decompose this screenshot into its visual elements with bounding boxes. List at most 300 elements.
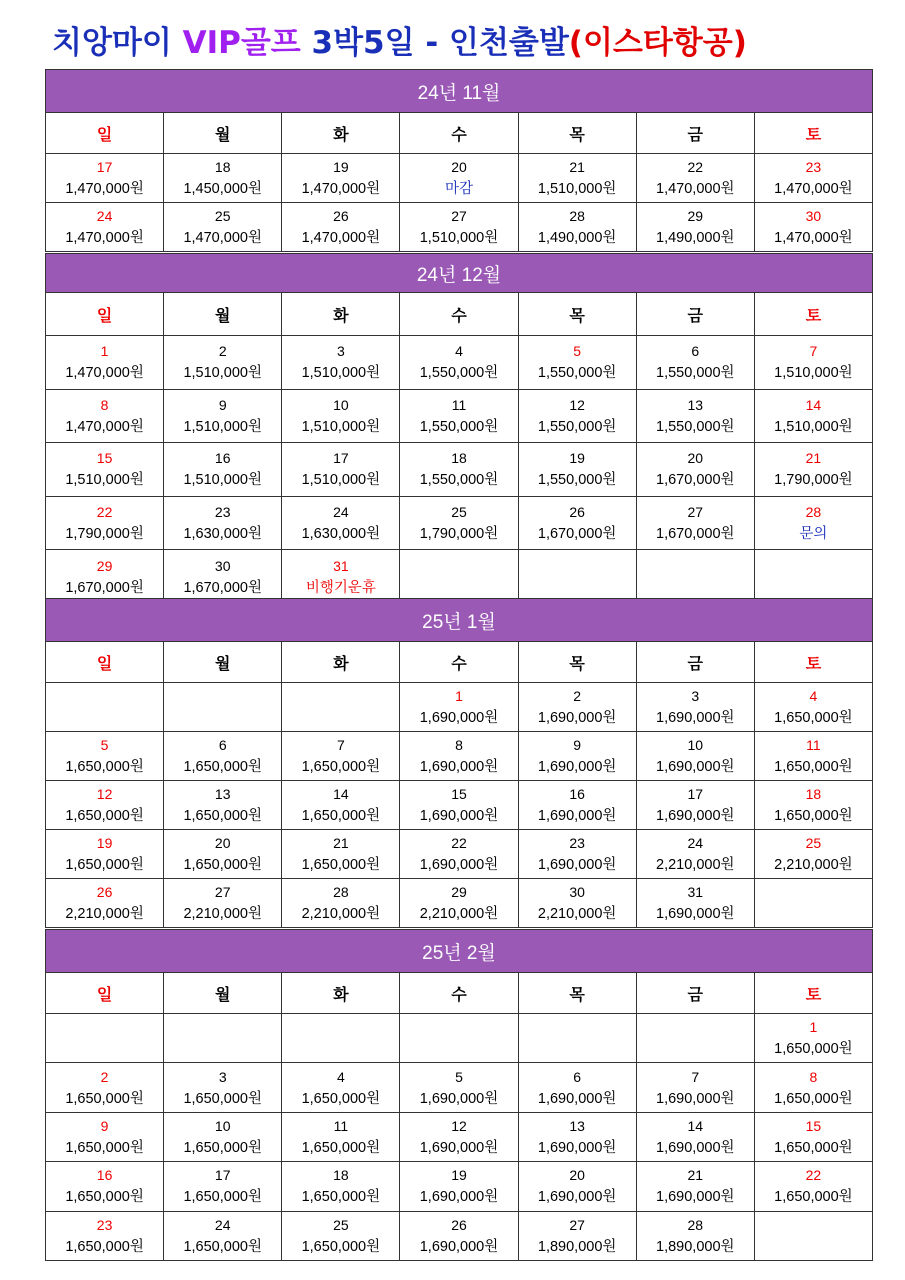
day-number: 16 xyxy=(96,1167,113,1184)
day-price: 2,210,000원 xyxy=(65,906,144,922)
day-price: 1,670,000원 xyxy=(537,526,617,543)
day-cell[interactable] xyxy=(282,203,400,252)
day-number: 31 xyxy=(333,557,349,574)
weekday-header: 토 xyxy=(754,113,872,154)
day-price: 1,650,000원 xyxy=(774,1139,853,1156)
day-price: 1,510,000원 xyxy=(301,418,381,435)
day-price: 1,510,000원 xyxy=(301,365,381,382)
day-number: 6 xyxy=(218,737,227,753)
day-cell[interactable] xyxy=(46,336,164,390)
day-price: 1,550,000원 xyxy=(537,365,617,382)
month-header: 24년 11월 xyxy=(46,70,873,113)
day-cell[interactable] xyxy=(282,336,400,390)
day-cell[interactable] xyxy=(400,830,518,879)
day-cell[interactable] xyxy=(46,1211,164,1260)
day-price: 1,650,000원 xyxy=(65,1238,144,1255)
day-cell[interactable] xyxy=(282,1162,400,1211)
weekday-header: 화 xyxy=(282,113,400,154)
day-price: 1,650,000원 xyxy=(301,1139,381,1156)
day-number: 1 xyxy=(100,343,109,360)
day-number: 18 xyxy=(805,786,822,802)
day-cell[interactable] xyxy=(164,1112,282,1161)
day-cell[interactable] xyxy=(164,732,282,781)
day-cell[interactable] xyxy=(400,1162,518,1211)
day-number: 15 xyxy=(805,1117,822,1134)
day-cell[interactable] xyxy=(518,443,636,497)
day-number: 12 xyxy=(451,1117,467,1134)
weekday-header: 금 xyxy=(636,642,754,683)
day-price: 1,670,000원 xyxy=(656,526,735,543)
day-cell[interactable] xyxy=(46,781,164,830)
day-cell[interactable] xyxy=(636,781,754,830)
day-cell[interactable] xyxy=(46,732,164,781)
weekday-header: 목 xyxy=(518,973,636,1014)
day-note: 마감 xyxy=(444,181,473,197)
day-cell[interactable] xyxy=(636,496,754,550)
day-number: 28 xyxy=(805,504,822,521)
day-price: 1,470,000원 xyxy=(774,230,853,246)
day-cell xyxy=(636,550,754,604)
day-price: 1,670,000원 xyxy=(65,579,144,596)
day-price: 1,650,000원 xyxy=(774,808,853,824)
day-cell[interactable] xyxy=(400,1063,518,1112)
day-cell[interactable] xyxy=(282,879,400,928)
month-calendar xyxy=(45,598,873,928)
day-cell[interactable] xyxy=(46,1162,164,1211)
day-price: 1,670,000원 xyxy=(656,472,735,489)
day-number: 6 xyxy=(573,1068,582,1085)
day-cell[interactable] xyxy=(164,1063,282,1112)
day-number: 10 xyxy=(214,1117,231,1134)
day-price: 1,890,000원 xyxy=(656,1238,735,1255)
day-price: 1,650,000원 xyxy=(65,759,144,775)
day-number: 14 xyxy=(333,786,349,802)
week-row xyxy=(46,1063,873,1112)
day-number: 8 xyxy=(100,396,109,413)
day-number: 11 xyxy=(806,737,821,753)
day-cell[interactable] xyxy=(636,732,754,781)
day-number: 30 xyxy=(805,208,822,224)
day-cell[interactable] xyxy=(46,389,164,443)
day-price: 1,690,000원 xyxy=(537,710,617,726)
day-cell[interactable] xyxy=(400,1211,518,1260)
day-price: 1,510,000원 xyxy=(774,365,853,382)
day-cell[interactable] xyxy=(282,443,400,497)
day-cell[interactable] xyxy=(282,781,400,830)
day-price: 1,650,000원 xyxy=(774,1090,853,1107)
day-cell[interactable] xyxy=(400,203,518,252)
day-cell[interactable] xyxy=(164,496,282,550)
day-cell xyxy=(282,683,400,732)
day-number: 21 xyxy=(805,450,822,467)
day-cell[interactable] xyxy=(518,781,636,830)
day-cell[interactable] xyxy=(754,336,872,390)
day-number: 5 xyxy=(455,1068,463,1085)
day-price: 2,210,000원 xyxy=(419,906,499,922)
day-price: 1,690,000원 xyxy=(419,1090,499,1107)
day-number: 16 xyxy=(214,450,231,467)
day-cell[interactable] xyxy=(46,830,164,879)
day-number: 15 xyxy=(96,450,113,467)
week-row xyxy=(46,732,873,781)
weekday-header: 수 xyxy=(400,113,518,154)
day-cell[interactable] xyxy=(46,1063,164,1112)
day-cell xyxy=(518,550,636,604)
day-cell[interactable] xyxy=(164,781,282,830)
day-number: 19 xyxy=(451,1167,467,1184)
day-number: 20 xyxy=(687,450,704,467)
day-price: 1,670,000원 xyxy=(183,579,262,596)
day-cell[interactable] xyxy=(164,443,282,497)
month-header: 24년 12월 xyxy=(46,254,873,293)
day-cell xyxy=(754,550,872,604)
day-number: 10 xyxy=(333,396,349,413)
day-number: 13 xyxy=(569,1117,585,1134)
day-cell[interactable] xyxy=(754,1112,872,1161)
week-row xyxy=(46,683,873,732)
day-price: 1,550,000원 xyxy=(537,418,617,435)
title-part-4: (이스타항공) xyxy=(568,25,747,61)
day-cell xyxy=(518,1014,636,1063)
day-price: 2,210,000원 xyxy=(301,906,381,922)
day-cell[interactable] xyxy=(282,732,400,781)
day-price: 1,790,000원 xyxy=(774,472,853,489)
week-row xyxy=(46,879,873,928)
day-cell[interactable] xyxy=(46,879,164,928)
day-number: 12 xyxy=(96,786,113,802)
day-number: 7 xyxy=(336,737,345,753)
weekday-header: 화 xyxy=(282,293,400,336)
day-number: 29 xyxy=(451,884,467,900)
day-price: 1,510,000원 xyxy=(65,472,144,489)
day-cell[interactable] xyxy=(400,1112,518,1161)
week-row xyxy=(46,154,873,203)
day-number: 30 xyxy=(569,884,585,900)
day-number: 2 xyxy=(100,1068,109,1085)
day-price: 1,550,000원 xyxy=(656,418,735,435)
day-price: 1,690,000원 xyxy=(656,808,735,824)
day-cell xyxy=(636,1014,754,1063)
day-number: 17 xyxy=(214,1167,231,1184)
day-cell xyxy=(754,879,872,928)
day-number: 15 xyxy=(451,786,467,802)
day-cell[interactable] xyxy=(754,781,872,830)
day-cell[interactable] xyxy=(518,732,636,781)
day-cell[interactable] xyxy=(46,550,164,604)
day-number: 22 xyxy=(451,835,467,851)
day-price: 1,690,000원 xyxy=(419,759,499,775)
day-number: 28 xyxy=(333,884,349,900)
day-number: 18 xyxy=(333,1167,349,1184)
day-cell[interactable] xyxy=(518,1112,636,1161)
day-price: 1,510,000원 xyxy=(183,472,262,489)
day-cell[interactable] xyxy=(518,830,636,879)
day-number: 4 xyxy=(336,1068,345,1085)
day-price: 1,690,000원 xyxy=(419,1139,499,1156)
day-price: 1,650,000원 xyxy=(774,1189,853,1206)
title-part-2: VIP골프 xyxy=(182,25,312,61)
day-cell[interactable] xyxy=(46,1112,164,1161)
day-cell[interactable] xyxy=(754,683,872,732)
day-cell[interactable] xyxy=(636,879,754,928)
day-cell[interactable] xyxy=(754,732,872,781)
day-number: 5 xyxy=(573,343,582,360)
day-number: 14 xyxy=(805,396,822,413)
day-cell[interactable] xyxy=(400,496,518,550)
weekday-header: 수 xyxy=(400,642,518,683)
day-number: 26 xyxy=(569,504,585,521)
day-cell[interactable] xyxy=(754,830,872,879)
day-number: 27 xyxy=(687,504,704,521)
day-number: 31 xyxy=(687,884,704,900)
day-number: 25 xyxy=(214,208,231,224)
day-cell[interactable] xyxy=(636,203,754,252)
day-cell[interactable] xyxy=(282,1211,400,1260)
day-cell[interactable] xyxy=(518,203,636,252)
day-price: 1,690,000원 xyxy=(656,906,735,922)
day-cell[interactable] xyxy=(400,154,518,203)
day-number: 8 xyxy=(809,1068,818,1085)
day-cell[interactable] xyxy=(282,550,400,604)
day-cell[interactable] xyxy=(754,203,872,252)
day-price: 1,690,000원 xyxy=(419,857,499,873)
day-number: 9 xyxy=(100,1117,109,1134)
day-number: 1 xyxy=(809,1019,818,1036)
day-cell[interactable] xyxy=(636,1211,754,1260)
day-cell xyxy=(46,683,164,732)
weekday-header: 금 xyxy=(636,973,754,1014)
weekday-header: 토 xyxy=(754,293,872,336)
day-number: 18 xyxy=(451,450,467,467)
day-cell[interactable] xyxy=(164,550,282,604)
day-number: 27 xyxy=(451,208,467,224)
day-cell[interactable] xyxy=(164,1211,282,1260)
day-cell[interactable] xyxy=(754,154,872,203)
day-number: 2 xyxy=(573,688,582,704)
day-price: 1,450,000원 xyxy=(183,181,262,197)
weekday-header: 월 xyxy=(164,642,282,683)
week-row xyxy=(46,1112,873,1161)
day-price: 1,650,000원 xyxy=(301,808,381,824)
day-price: 1,550,000원 xyxy=(419,365,499,382)
day-cell[interactable] xyxy=(636,154,754,203)
day-price: 1,510,000원 xyxy=(301,472,381,489)
day-number: 30 xyxy=(214,557,231,574)
day-price: 2,210,000원 xyxy=(774,857,853,873)
day-price: 1,470,000원 xyxy=(301,230,381,246)
day-number: 9 xyxy=(573,737,582,753)
day-price: 1,490,000원 xyxy=(537,230,617,246)
weekday-header: 화 xyxy=(282,642,400,683)
day-number: 17 xyxy=(687,786,704,802)
week-row xyxy=(46,443,873,497)
week-row xyxy=(46,830,873,879)
day-cell[interactable] xyxy=(518,1162,636,1211)
day-cell xyxy=(164,1014,282,1063)
day-cell[interactable] xyxy=(164,154,282,203)
day-cell[interactable] xyxy=(636,1162,754,1211)
day-cell[interactable] xyxy=(518,1063,636,1112)
day-cell[interactable] xyxy=(518,879,636,928)
day-cell[interactable] xyxy=(164,203,282,252)
day-cell[interactable] xyxy=(518,154,636,203)
day-cell[interactable] xyxy=(636,830,754,879)
day-price: 1,630,000원 xyxy=(183,526,262,543)
day-price: 1,690,000원 xyxy=(419,808,499,824)
title-part-1: 치앙마이 xyxy=(52,25,183,61)
day-price: 1,510,000원 xyxy=(774,418,853,435)
day-price: 1,490,000원 xyxy=(656,230,735,246)
day-cell[interactable] xyxy=(164,389,282,443)
day-number: 23 xyxy=(805,159,822,175)
day-price: 1,690,000원 xyxy=(656,1090,735,1107)
day-number: 1 xyxy=(455,688,463,704)
day-number: 23 xyxy=(96,1216,113,1233)
day-number: 6 xyxy=(691,343,700,360)
day-number: 13 xyxy=(687,396,704,413)
month-calendar xyxy=(45,929,873,1261)
day-cell[interactable] xyxy=(636,336,754,390)
day-number: 23 xyxy=(569,835,585,851)
day-price: 1,690,000원 xyxy=(537,857,617,873)
day-cell[interactable] xyxy=(400,683,518,732)
day-price: 1,470,000원 xyxy=(656,181,735,197)
day-cell[interactable] xyxy=(754,1162,872,1211)
day-price: 1,690,000원 xyxy=(656,1189,735,1206)
day-price: 1,690,000원 xyxy=(537,1090,617,1107)
day-cell[interactable] xyxy=(282,389,400,443)
week-row xyxy=(46,1162,873,1211)
day-cell xyxy=(164,683,282,732)
day-cell[interactable] xyxy=(282,496,400,550)
day-cell[interactable] xyxy=(518,1211,636,1260)
day-cell[interactable] xyxy=(46,154,164,203)
day-cell[interactable] xyxy=(400,336,518,390)
day-price: 1,550,000원 xyxy=(537,472,617,489)
day-cell[interactable] xyxy=(518,496,636,550)
day-cell[interactable] xyxy=(754,1063,872,1112)
day-price: 1,650,000원 xyxy=(183,1090,262,1107)
day-number: 19 xyxy=(569,450,585,467)
day-cell[interactable] xyxy=(518,683,636,732)
day-price: 1,690,000원 xyxy=(656,710,735,726)
weekday-header: 목 xyxy=(518,642,636,683)
day-cell[interactable] xyxy=(400,389,518,443)
day-price: 1,650,000원 xyxy=(65,808,144,824)
day-cell[interactable] xyxy=(46,443,164,497)
weekday-header: 수 xyxy=(400,293,518,336)
day-price: 1,690,000원 xyxy=(419,1238,499,1255)
day-price: 1,510,000원 xyxy=(183,365,262,382)
day-cell[interactable] xyxy=(46,496,164,550)
day-cell[interactable] xyxy=(282,1112,400,1161)
day-number: 8 xyxy=(455,737,463,753)
day-cell[interactable] xyxy=(400,879,518,928)
weekday-header: 월 xyxy=(164,973,282,1014)
day-cell[interactable] xyxy=(400,732,518,781)
day-price: 1,890,000원 xyxy=(537,1238,617,1255)
day-number: 17 xyxy=(96,159,113,175)
day-cell[interactable] xyxy=(400,781,518,830)
day-number: 21 xyxy=(569,159,585,175)
day-number: 26 xyxy=(451,1216,467,1233)
day-price: 1,650,000원 xyxy=(774,759,853,775)
day-price: 1,470,000원 xyxy=(65,418,144,435)
day-price: 1,690,000원 xyxy=(537,759,617,775)
day-number: 29 xyxy=(96,557,113,574)
day-cell[interactable] xyxy=(46,203,164,252)
weekday-header: 목 xyxy=(518,113,636,154)
day-cell[interactable] xyxy=(282,154,400,203)
day-number: 21 xyxy=(687,1167,704,1184)
weekday-header: 금 xyxy=(636,113,754,154)
day-price: 1,650,000원 xyxy=(65,1090,144,1107)
day-number: 27 xyxy=(569,1216,585,1233)
weekday-header: 목 xyxy=(518,293,636,336)
day-number: 16 xyxy=(569,786,585,802)
day-price: 1,470,000원 xyxy=(183,230,262,246)
day-cell[interactable] xyxy=(636,683,754,732)
day-price: 1,690,000원 xyxy=(537,808,617,824)
day-price: 1,650,000원 xyxy=(65,1139,144,1156)
day-number: 25 xyxy=(805,835,822,851)
day-cell[interactable] xyxy=(164,1162,282,1211)
day-cell[interactable] xyxy=(164,879,282,928)
day-cell[interactable] xyxy=(754,496,872,550)
day-note: 문의 xyxy=(799,526,828,543)
day-number: 9 xyxy=(218,396,227,413)
day-price: 1,790,000원 xyxy=(65,526,144,543)
day-cell[interactable] xyxy=(164,830,282,879)
day-price: 1,690,000원 xyxy=(656,1139,735,1156)
day-price: 1,470,000원 xyxy=(301,181,381,197)
day-cell[interactable] xyxy=(636,389,754,443)
weekday-header: 일 xyxy=(46,293,164,336)
day-price: 1,550,000원 xyxy=(419,472,499,489)
day-number: 19 xyxy=(96,835,113,851)
week-row xyxy=(46,550,873,604)
week-row xyxy=(46,781,873,830)
day-cell[interactable] xyxy=(754,1014,872,1063)
day-price: 1,650,000원 xyxy=(65,857,144,873)
day-cell[interactable] xyxy=(518,336,636,390)
day-price: 1,650,000원 xyxy=(301,1238,381,1255)
day-cell[interactable] xyxy=(636,1063,754,1112)
week-row xyxy=(46,203,873,252)
day-cell xyxy=(400,550,518,604)
day-price: 1,650,000원 xyxy=(183,1139,262,1156)
day-cell[interactable] xyxy=(636,443,754,497)
day-price: 1,630,000원 xyxy=(301,526,381,543)
day-price: 2,210,000원 xyxy=(656,857,735,873)
day-cell[interactable] xyxy=(164,336,282,390)
day-cell[interactable] xyxy=(754,443,872,497)
day-cell[interactable] xyxy=(282,830,400,879)
day-cell[interactable] xyxy=(282,1063,400,1112)
day-number: 3 xyxy=(691,688,700,704)
day-cell[interactable] xyxy=(754,389,872,443)
day-cell[interactable] xyxy=(636,1112,754,1161)
day-number: 4 xyxy=(455,343,463,360)
month-calendar xyxy=(45,69,873,252)
day-price: 1,470,000원 xyxy=(774,181,853,197)
day-price: 1,470,000원 xyxy=(65,181,144,197)
day-cell[interactable] xyxy=(518,389,636,443)
day-cell[interactable] xyxy=(400,443,518,497)
month-header: 25년 1월 xyxy=(46,599,873,642)
day-note: 비행기운휴 xyxy=(305,579,376,596)
weekday-header: 일 xyxy=(46,113,164,154)
